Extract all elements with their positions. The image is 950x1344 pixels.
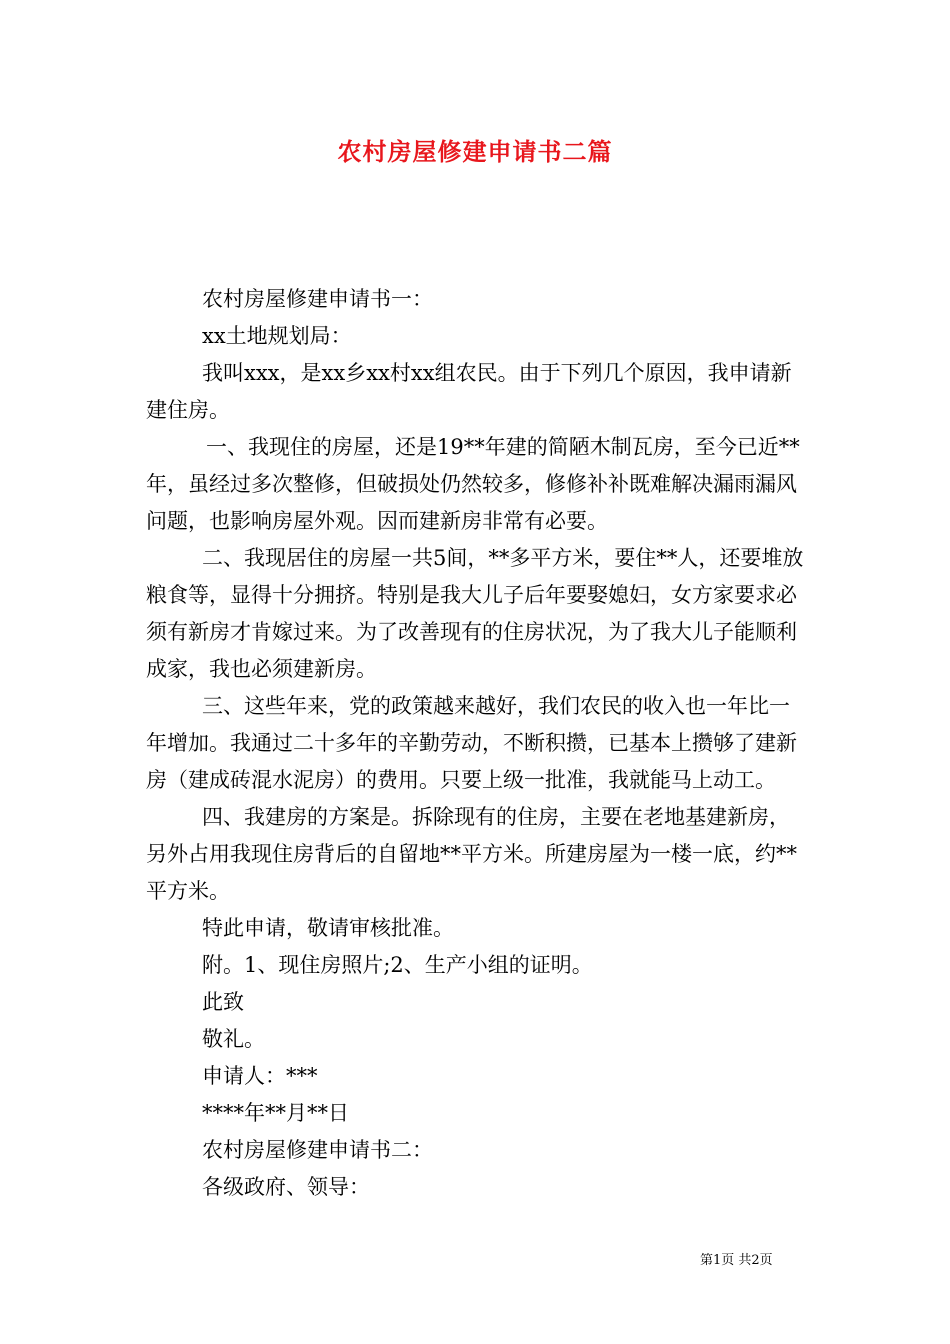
point-4-paragraph: 四、我建房的方案是。拆除现有的住房，主要在老地基建新房，另外占用我现住房背后的自留地**平方米。所建房屋为一楼一底，约**平方米。 <box>146 805 797 903</box>
section1-heading: 农村房屋修建申请书一： <box>202 287 433 311</box>
page-number: 第1页 共2页 <box>700 1253 773 1268</box>
point-2-paragraph: 二、我现居住的房屋一共5间，**多平方米，要住**人，还要堆放粮食等，显得十分拥挤。特别是我大儿子后年要娶媳妇，女方家要求必须有新房才肯嫁过来。为了改善现有的住房状况，为了我大儿子能顺利成家，我也必须建新房。 <box>146 546 804 681</box>
attachment-line: 附。1、现住房照片;2、生产小组的证明。 <box>202 953 593 977</box>
point-1-paragraph: 一、我现住的房屋，还是19**年建的简陋木制瓦房，至今已近**年，虽经过多次整修，但破损处仍然较多，修修补补既难解决漏雨漏风问题，也影响房屋外观。因而建新房非常有必要。 <box>146 435 800 533</box>
document-body <box>146 281 806 1206</box>
page-title: 农村房屋修建申请书二篇 <box>337 137 613 166</box>
point-3-paragraph: 三、这些年来，党的政策越来越好，我们农民的收入也一年比一年增加。我通过二十多年的辛勤劳动，不断积攒，已基本上攒够了建新房（建成砖混水泥房）的费用。只要上级一批准，我就能马上动工。 <box>146 694 797 792</box>
addressee-1: xx土地规划局： <box>202 324 352 348</box>
addressee-2: 各级政府、领导： <box>202 1175 370 1199</box>
applicant-line: 申请人：*** <box>202 1064 318 1088</box>
date-line: ****年**月**日 <box>202 1101 349 1125</box>
closing-line-2: 敬礼。 <box>202 1027 265 1051</box>
section2-heading: 农村房屋修建申请书二： <box>202 1138 433 1162</box>
closing-line-1: 此致 <box>202 990 244 1014</box>
request-line: 特此申请，敬请审核批准。 <box>202 916 454 940</box>
intro-paragraph: 我叫xxx，是xx乡xx村xx组农民。由于下列几个原因，我申请新建住房。 <box>146 361 792 422</box>
